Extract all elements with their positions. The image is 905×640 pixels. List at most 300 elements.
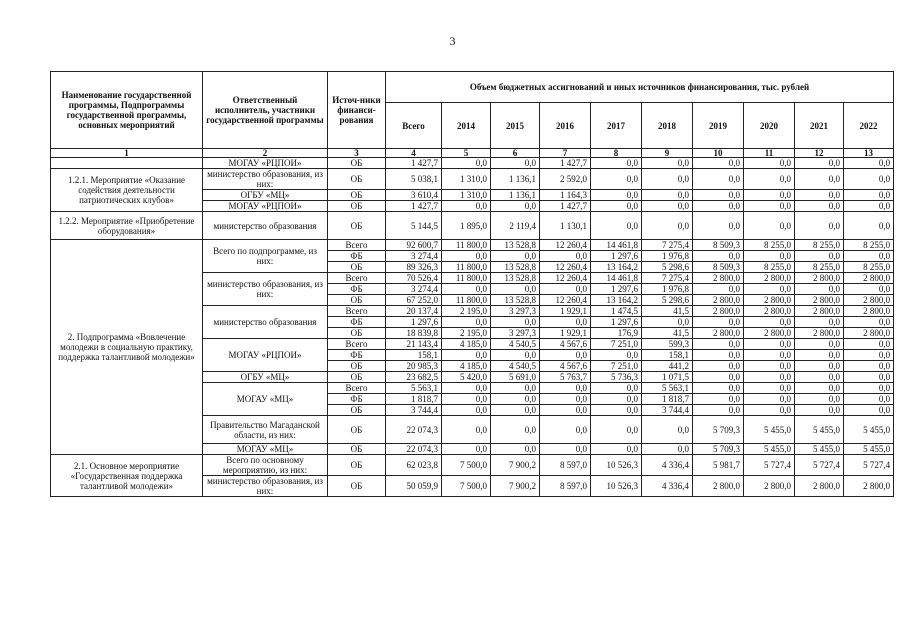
year-value-cell: 0,0 [642, 201, 693, 212]
year-value-cell: 0,0 [844, 317, 894, 328]
year-value-cell: 13 528,8 [491, 295, 540, 306]
year-value-cell: 5 981,7 [693, 455, 744, 476]
year-value-cell: 1 929,1 [540, 328, 591, 339]
year-value-cell: 12 260,4 [540, 295, 591, 306]
executor-cell: МОГАУ «МЦ» [203, 444, 328, 455]
year-value-cell: 1 427,7 [540, 201, 591, 212]
year-value-cell: 13 528,8 [491, 273, 540, 284]
executor-cell: министерство образования, из них: [203, 273, 328, 306]
year-value-cell: 0,0 [744, 284, 795, 295]
year-value-cell: 5 727,4 [744, 455, 795, 476]
source-cell: Всего [328, 339, 386, 350]
year-value-cell: 0,0 [693, 350, 744, 361]
total-cell: 3 744,4 [386, 405, 442, 416]
year-value-cell: 5 563,1 [642, 383, 693, 394]
year-value-cell: 1 474,5 [591, 306, 642, 317]
year-value-cell: 4 540,5 [491, 339, 540, 350]
year-value-cell: 2 800,0 [744, 306, 795, 317]
column-index: 4 [386, 149, 442, 158]
year-value-cell: 0,0 [744, 350, 795, 361]
year-value-cell: 1 130,1 [540, 212, 591, 240]
total-cell: 3 274,4 [386, 251, 442, 262]
year-value-cell: 5 455,0 [844, 416, 894, 444]
year-value-cell: 5 727,4 [844, 455, 894, 476]
executor-cell: Правительство Магаданской области, из них: [203, 416, 328, 444]
year-value-cell: 0,0 [693, 158, 744, 169]
executor-cell: министерство образования, из них: [203, 169, 328, 190]
executor-cell: Всего по основному мероприятию, из них: [203, 455, 328, 476]
total-cell: 70 526,4 [386, 273, 442, 284]
source-cell: ФБ [328, 394, 386, 405]
year-value-cell: 0,0 [591, 383, 642, 394]
source-cell: ОБ [328, 262, 386, 273]
source-cell: ОБ [328, 455, 386, 476]
year-value-cell: 0,0 [693, 405, 744, 416]
total-cell: 1 818,7 [386, 394, 442, 405]
column-index: 9 [642, 149, 693, 158]
total-cell: 20 137,4 [386, 306, 442, 317]
year-value-cell: 8 255,0 [844, 262, 894, 273]
year-value-cell: 0,0 [491, 158, 540, 169]
year-value-cell: 0,0 [795, 372, 844, 383]
year-value-cell: 4 185,0 [442, 339, 491, 350]
table-row [51, 158, 894, 169]
year-value-cell: 11 800,0 [442, 273, 491, 284]
year-value-cell: 0,0 [795, 251, 844, 262]
year-value-cell: 0,0 [540, 317, 591, 328]
year-value-cell: 0,0 [540, 383, 591, 394]
year-value-cell: 0,0 [693, 251, 744, 262]
year-value-cell: 2 800,0 [693, 328, 744, 339]
year-value-cell: 0,0 [693, 372, 744, 383]
year-value-cell: 0,0 [795, 201, 844, 212]
column-index: 10 [693, 149, 744, 158]
year-value-cell: 0,0 [591, 201, 642, 212]
year-value-cell: 11 800,0 [442, 262, 491, 273]
year-value-cell: 0,0 [591, 416, 642, 444]
year-value-cell: 7 900,2 [491, 476, 540, 497]
year-value-cell: 0,0 [693, 284, 744, 295]
year-value-cell: 0,0 [795, 284, 844, 295]
year-value-cell: 0,0 [591, 394, 642, 405]
source-cell: ОБ [328, 476, 386, 497]
source-cell: ОБ [328, 201, 386, 212]
year-value-cell: 1 427,7 [540, 158, 591, 169]
year-value-cell: 0,0 [795, 212, 844, 240]
year-value-cell: 0,0 [540, 444, 591, 455]
year-value-cell: 0,0 [795, 394, 844, 405]
year-value-cell: 1 136,1 [491, 190, 540, 201]
page-number: 3 [449, 34, 456, 48]
year-value-cell: 0,0 [491, 201, 540, 212]
year-value-cell: 0,0 [693, 383, 744, 394]
year-value-cell: 4 336,4 [642, 476, 693, 497]
source-cell: Всего [328, 383, 386, 394]
year-value-cell: 5 727,4 [795, 455, 844, 476]
executor-cell: ОГБУ «МЦ» [203, 190, 328, 201]
year-value-cell: 0,0 [844, 350, 894, 361]
year-value-cell: 5 420,0 [442, 372, 491, 383]
year-value-cell: 2 800,0 [693, 306, 744, 317]
year-value-cell: 0,0 [693, 169, 744, 190]
executor-cell: министерство образования [203, 212, 328, 240]
year-value-cell: 10 526,3 [591, 455, 642, 476]
year-value-cell: 3 744,4 [642, 405, 693, 416]
year-value-cell: 0,0 [693, 394, 744, 405]
year-value-cell: 0,0 [591, 405, 642, 416]
year-value-cell: 8 255,0 [744, 240, 795, 251]
year-value-cell: 41,5 [642, 306, 693, 317]
total-cell: 1 427,7 [386, 158, 442, 169]
year-value-cell: 2 800,0 [844, 273, 894, 284]
year-value-cell: 0,0 [744, 361, 795, 372]
year-value-cell: 0,0 [844, 190, 894, 201]
column-index: 8 [591, 149, 642, 158]
total-cell: 3 274,4 [386, 284, 442, 295]
year-value-cell: 8 509,3 [693, 262, 744, 273]
header-source: Источ-ники финанси-рования [328, 72, 386, 149]
source-cell: ФБ [328, 251, 386, 262]
program-cell: 1.2.2. Мероприятие «Приобретение оборудования» [51, 212, 203, 240]
year-value-cell: 3 297,3 [491, 328, 540, 339]
year-value-cell: 2 800,0 [795, 306, 844, 317]
column-index: 13 [844, 149, 894, 158]
year-value-cell: 0,0 [591, 190, 642, 201]
column-index: 11 [744, 149, 795, 158]
year-value-cell: 0,0 [744, 251, 795, 262]
year-value-cell: 0,0 [693, 317, 744, 328]
source-cell: ОБ [328, 158, 386, 169]
year-value-cell: 0,0 [491, 394, 540, 405]
source-cell: ФБ [328, 350, 386, 361]
total-cell: 1 427,7 [386, 201, 442, 212]
year-value-cell: 7 500,0 [442, 455, 491, 476]
year-value-cell: 8 255,0 [795, 262, 844, 273]
year-value-cell: 0,0 [442, 350, 491, 361]
year-value-cell: 5 691,0 [491, 372, 540, 383]
executor-cell: МОГАУ «РЦПОИ» [203, 339, 328, 372]
year-value-cell: 2 800,0 [844, 306, 894, 317]
year-value-cell: 14 461,8 [591, 273, 642, 284]
year-value-cell: 0,0 [795, 405, 844, 416]
year-value-cell: 0,0 [591, 158, 642, 169]
year-value-cell: 2 800,0 [795, 295, 844, 306]
year-value-cell: 13 528,8 [491, 262, 540, 273]
year-value-cell: 14 461,8 [591, 240, 642, 251]
year-value-cell: 0,0 [795, 317, 844, 328]
year-value-cell: 0,0 [642, 158, 693, 169]
total-cell: 89 326,3 [386, 262, 442, 273]
year-value-cell: 7 251,0 [591, 361, 642, 372]
year-value-cell: 0,0 [491, 444, 540, 455]
year-value-cell: 2 592,0 [540, 169, 591, 190]
year-value-cell: 0,0 [744, 190, 795, 201]
program-cell: 2. Подпрограмма «Вовлечение молодежи в социальную практику, поддержка талантливой молодежи» [51, 240, 203, 455]
year-value-cell: 0,0 [591, 350, 642, 361]
program-cell: 1.2.1. Мероприятие «Оказание содействия деятельности патриотических клубов» [51, 169, 203, 212]
year-value-cell: 5 455,0 [744, 416, 795, 444]
year-value-cell: 1 895,0 [442, 212, 491, 240]
year-value-cell: 8 597,0 [540, 455, 591, 476]
year-value-cell: 2 800,0 [795, 476, 844, 497]
year-value-cell: 12 260,4 [540, 262, 591, 273]
year-value-cell: 0,0 [744, 212, 795, 240]
year-value-cell: 7 900,2 [491, 455, 540, 476]
column-index: 3 [328, 149, 386, 158]
year-value-cell: 0,0 [442, 416, 491, 444]
year-value-cell: 0,0 [642, 212, 693, 240]
year-value-cell: 0,0 [693, 339, 744, 350]
year-value-cell: 0,0 [844, 372, 894, 383]
executor-cell: ОГБУ «МЦ» [203, 372, 328, 383]
budget-table [50, 71, 894, 497]
year-value-cell: 5 455,0 [795, 444, 844, 455]
total-cell: 50 059,9 [386, 476, 442, 497]
year-value-cell: 2 800,0 [844, 295, 894, 306]
year-value-cell: 2 800,0 [744, 328, 795, 339]
year-value-cell: 12 260,4 [540, 240, 591, 251]
total-cell: 92 600,7 [386, 240, 442, 251]
year-value-cell: 0,0 [693, 201, 744, 212]
total-cell: 158,1 [386, 350, 442, 361]
year-value-cell: 0,0 [844, 383, 894, 394]
year-value-cell: 0,0 [591, 444, 642, 455]
year-value-cell: 11 800,0 [442, 295, 491, 306]
year-value-cell: 0,0 [693, 212, 744, 240]
header-year: 2022 [844, 103, 894, 149]
header-year: 2016 [540, 103, 591, 149]
year-value-cell: 0,0 [795, 383, 844, 394]
year-value-cell: 0,0 [591, 212, 642, 240]
year-value-cell: 0,0 [442, 405, 491, 416]
year-value-cell: 0,0 [442, 394, 491, 405]
year-value-cell: 0,0 [795, 339, 844, 350]
source-cell: Всего [328, 273, 386, 284]
executor-cell: МОГАУ «РЦПОИ» [203, 201, 328, 212]
year-value-cell: 0,0 [642, 169, 693, 190]
year-value-cell: 12 260,4 [540, 273, 591, 284]
year-value-cell: 10 526,3 [591, 476, 642, 497]
year-value-cell: 0,0 [491, 383, 540, 394]
year-value-cell: 11 800,0 [442, 240, 491, 251]
year-value-cell: 0,0 [442, 444, 491, 455]
header-total: Всего [386, 103, 442, 149]
year-value-cell: 0,0 [540, 284, 591, 295]
header-executor: Ответственный исполнитель, участники государственной программы [203, 72, 328, 149]
year-value-cell: 7 275,4 [642, 240, 693, 251]
source-cell: ОБ [328, 295, 386, 306]
year-value-cell: 0,0 [642, 416, 693, 444]
year-value-cell: 0,0 [744, 372, 795, 383]
column-index: 7 [540, 149, 591, 158]
year-value-cell: 2 800,0 [744, 273, 795, 284]
year-value-cell: 0,0 [491, 251, 540, 262]
year-value-cell: 2 119,4 [491, 212, 540, 240]
year-value-cell: 0,0 [844, 251, 894, 262]
year-value-cell: 0,0 [591, 169, 642, 190]
year-value-cell: 0,0 [795, 190, 844, 201]
header-year: 2015 [491, 103, 540, 149]
year-value-cell: 5 455,0 [844, 444, 894, 455]
year-value-cell: 0,0 [540, 394, 591, 405]
year-value-cell: 0,0 [795, 169, 844, 190]
year-value-cell: 0,0 [744, 339, 795, 350]
year-value-cell: 0,0 [642, 317, 693, 328]
year-value-cell: 0,0 [844, 158, 894, 169]
year-value-cell: 0,0 [744, 383, 795, 394]
year-value-cell: 0,0 [442, 317, 491, 328]
header-volume: Объем бюджетных ассигнований и иных источников финансирования, тыс. рублей [386, 72, 894, 103]
total-cell: 22 074,3 [386, 416, 442, 444]
year-value-cell: 1 976,8 [642, 251, 693, 262]
year-value-cell: 0,0 [844, 394, 894, 405]
year-value-cell: 0,0 [795, 350, 844, 361]
year-value-cell: 1 976,8 [642, 284, 693, 295]
column-index: 12 [795, 149, 844, 158]
year-value-cell: 0,0 [844, 339, 894, 350]
header-program-name: Наименование государственной программы, Подпрограммы государственной программы, основных мероприятий [51, 72, 203, 149]
total-cell: 5 144,5 [386, 212, 442, 240]
year-value-cell: 2 800,0 [744, 295, 795, 306]
header-year: 2020 [744, 103, 795, 149]
year-value-cell: 0,0 [744, 317, 795, 328]
year-value-cell: 5 709,3 [693, 444, 744, 455]
total-cell: 18 839,8 [386, 328, 442, 339]
executor-cell: министерство образования, из них: [203, 476, 328, 497]
year-value-cell: 0,0 [540, 251, 591, 262]
total-cell: 5 038,1 [386, 169, 442, 190]
source-cell: ОБ [328, 328, 386, 339]
table-row [51, 212, 894, 240]
year-value-cell: 8 509,3 [693, 240, 744, 251]
source-cell: ОБ [328, 372, 386, 383]
year-value-cell: 0,0 [491, 405, 540, 416]
year-value-cell: 8 255,0 [744, 262, 795, 273]
column-index-row [51, 149, 894, 158]
source-cell: ОБ [328, 169, 386, 190]
source-cell: ФБ [328, 317, 386, 328]
year-value-cell: 1 164,3 [540, 190, 591, 201]
year-value-cell: 0,0 [491, 284, 540, 295]
year-value-cell: 5 455,0 [795, 416, 844, 444]
column-index: 2 [203, 149, 328, 158]
year-value-cell: 5 455,0 [744, 444, 795, 455]
year-value-cell: 0,0 [442, 251, 491, 262]
year-value-cell: 0,0 [491, 350, 540, 361]
year-value-cell: 0,0 [795, 158, 844, 169]
year-value-cell: 13 164,2 [591, 295, 642, 306]
total-cell: 22 074,3 [386, 444, 442, 455]
year-value-cell: 0,0 [442, 284, 491, 295]
year-value-cell: 0,0 [844, 284, 894, 295]
total-cell: 67 252,0 [386, 295, 442, 306]
table-row [51, 240, 894, 251]
program-cell-empty [51, 158, 203, 169]
source-cell: Всего [328, 306, 386, 317]
year-value-cell: 13 164,2 [591, 262, 642, 273]
total-cell: 3 610,4 [386, 190, 442, 201]
year-value-cell: 0,0 [844, 169, 894, 190]
year-value-cell: 2 800,0 [844, 328, 894, 339]
year-value-cell: 0,0 [744, 201, 795, 212]
year-value-cell: 0,0 [844, 361, 894, 372]
year-value-cell: 4 567,6 [540, 339, 591, 350]
year-value-cell: 5 298,6 [642, 262, 693, 273]
header-year: 2014 [442, 103, 491, 149]
executor-cell: МОГАУ «МЦ» [203, 383, 328, 416]
year-value-cell: 0,0 [693, 190, 744, 201]
total-cell: 23 682,5 [386, 372, 442, 383]
total-cell: 20 985,3 [386, 361, 442, 372]
source-cell: Всего [328, 240, 386, 251]
year-value-cell: 0,0 [795, 361, 844, 372]
header-year: 2019 [693, 103, 744, 149]
year-value-cell: 2 800,0 [693, 476, 744, 497]
year-value-cell: 0,0 [642, 190, 693, 201]
executor-cell: министерство образования [203, 306, 328, 339]
year-value-cell: 7 251,0 [591, 339, 642, 350]
year-value-cell: 176,9 [591, 328, 642, 339]
year-value-cell: 7 500,0 [442, 476, 491, 497]
year-value-cell: 1 136,1 [491, 169, 540, 190]
year-value-cell: 2 800,0 [844, 476, 894, 497]
source-cell: ОБ [328, 212, 386, 240]
year-value-cell: 1 310,0 [442, 169, 491, 190]
year-value-cell: 0,0 [844, 201, 894, 212]
year-value-cell: 2 800,0 [795, 328, 844, 339]
total-cell: 21 143,4 [386, 339, 442, 350]
source-cell: ОБ [328, 416, 386, 444]
year-value-cell: 0,0 [491, 416, 540, 444]
source-cell: ОБ [328, 444, 386, 455]
year-value-cell: 8 255,0 [844, 240, 894, 251]
header-year: 2021 [795, 103, 844, 149]
column-index: 5 [442, 149, 491, 158]
year-value-cell: 0,0 [744, 158, 795, 169]
year-value-cell: 2 800,0 [744, 476, 795, 497]
year-value-cell: 1 071,5 [642, 372, 693, 383]
total-cell: 5 563,1 [386, 383, 442, 394]
year-value-cell: 0,0 [540, 416, 591, 444]
year-value-cell: 0,0 [744, 394, 795, 405]
year-value-cell: 5 763,7 [540, 372, 591, 383]
year-value-cell: 2 195,0 [442, 306, 491, 317]
year-value-cell: 4 567,6 [540, 361, 591, 372]
year-value-cell: 41,5 [642, 328, 693, 339]
column-index: 1 [51, 149, 203, 158]
year-value-cell: 5 298,6 [642, 295, 693, 306]
source-cell: ОБ [328, 361, 386, 372]
year-value-cell: 0,0 [442, 158, 491, 169]
year-value-cell: 13 528,8 [491, 240, 540, 251]
year-value-cell: 5 709,3 [693, 416, 744, 444]
year-value-cell: 158,1 [642, 350, 693, 361]
year-value-cell: 4 540,5 [491, 361, 540, 372]
year-value-cell: 2 800,0 [795, 273, 844, 284]
column-index: 6 [491, 149, 540, 158]
header-year: 2018 [642, 103, 693, 149]
source-cell: ФБ [328, 284, 386, 295]
year-value-cell: 0,0 [491, 317, 540, 328]
table-row [51, 169, 894, 190]
year-value-cell: 5 736,3 [591, 372, 642, 383]
year-value-cell: 441,2 [642, 361, 693, 372]
year-value-cell: 0,0 [442, 201, 491, 212]
total-cell: 62 023,8 [386, 455, 442, 476]
year-value-cell: 1 297,6 [591, 317, 642, 328]
year-value-cell: 7 275,4 [642, 273, 693, 284]
year-value-cell: 0,0 [744, 405, 795, 416]
